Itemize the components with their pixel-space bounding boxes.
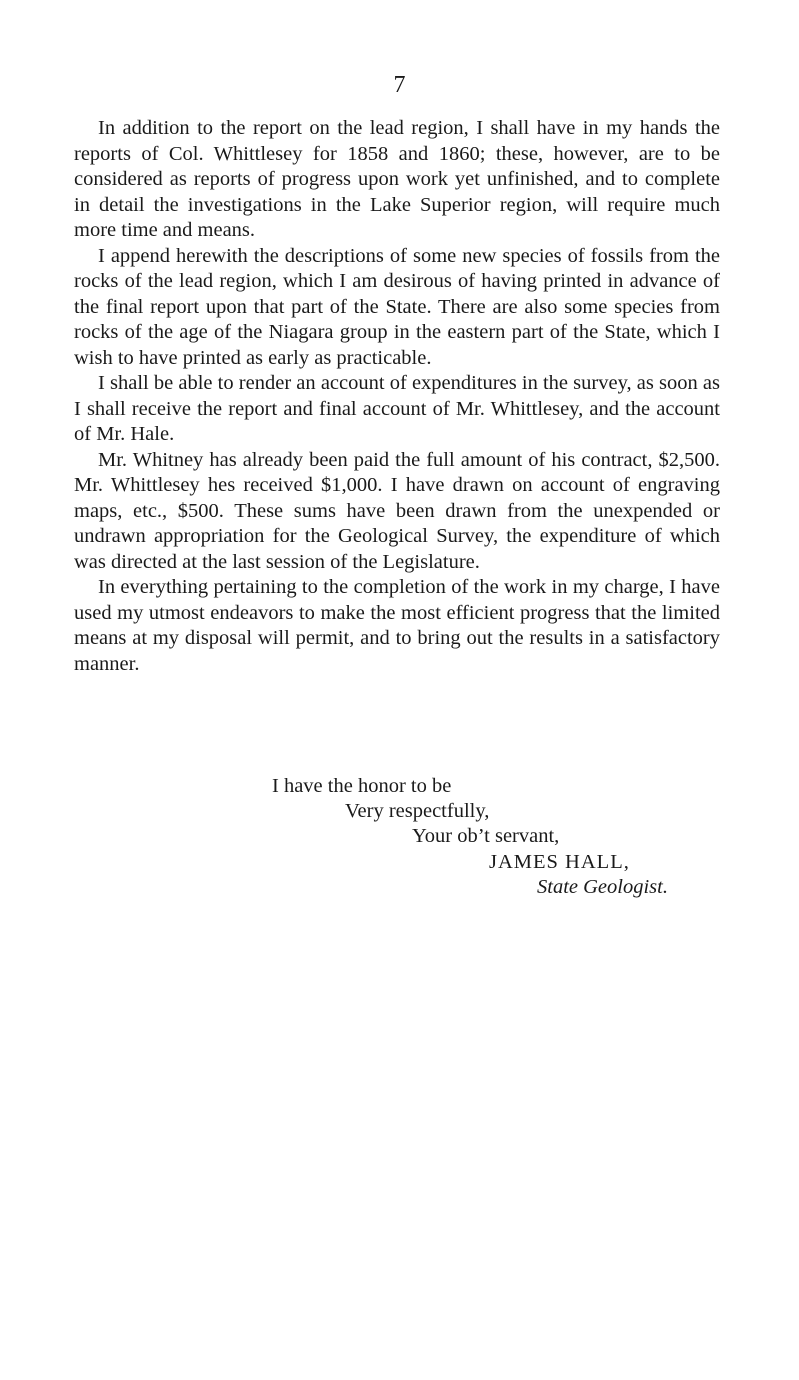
paragraph-fossil-descriptions: I append herewith the descriptions of some new species of fossils from the rocks of the lead region, which I am desirous of having printed in advance of the final report upon that part of the State. There are also some species from rocks of the age of the Niagara group in the eastern part of the State, which I wish to have printed as early as practicable. (74, 244, 720, 369)
paragraph-expenditures-account: I shall be able to render an account of expenditures in the survey, as soon as I shall receive the report and final account of Mr. Whittlesey, and the account of Mr. Hale. (74, 372, 720, 445)
page-number: 7 (393, 72, 406, 98)
closing-respectfully-line: Very respectfully, (345, 800, 490, 822)
closing-honor-line: I have the honor to be (272, 775, 452, 797)
paragraph-payments: Mr. Whitney has already been paid the full amount of his contract, $2,500. Mr. Whittlesey hes received $1,000. I have drawn on account of engraving maps, etc., $500. These sums have been drawn from the unexpended or undrawn appropriation for the Geological Survey, the expenditure of which was directed at the last session of the Legislature. (74, 448, 720, 573)
signatory-title: State Geologist. (537, 876, 668, 898)
paragraph-lead-region-reports: In addition to the report on the lead region, I shall have in my hands the reports of Col. Whittlesey for 1858 and 1860; these, however, are to be considered as reports of progress upon work yet unfinished, and to complete in detail the investigations in the Lake Superior region, will require much more time and means. (74, 117, 720, 241)
paragraph-progress: In everything pertaining to the completion of the work in my charge, I have used my utmost endeavors to make the most efficient progress that the limited means at my disposal will permit, and to bring out the results in a satisfactory manner. (74, 576, 720, 675)
closing-servant-line: Your ob’t servant, (412, 825, 560, 847)
signatory-name: JAMES HALL, (489, 851, 630, 873)
letter-body (74, 116, 720, 677)
